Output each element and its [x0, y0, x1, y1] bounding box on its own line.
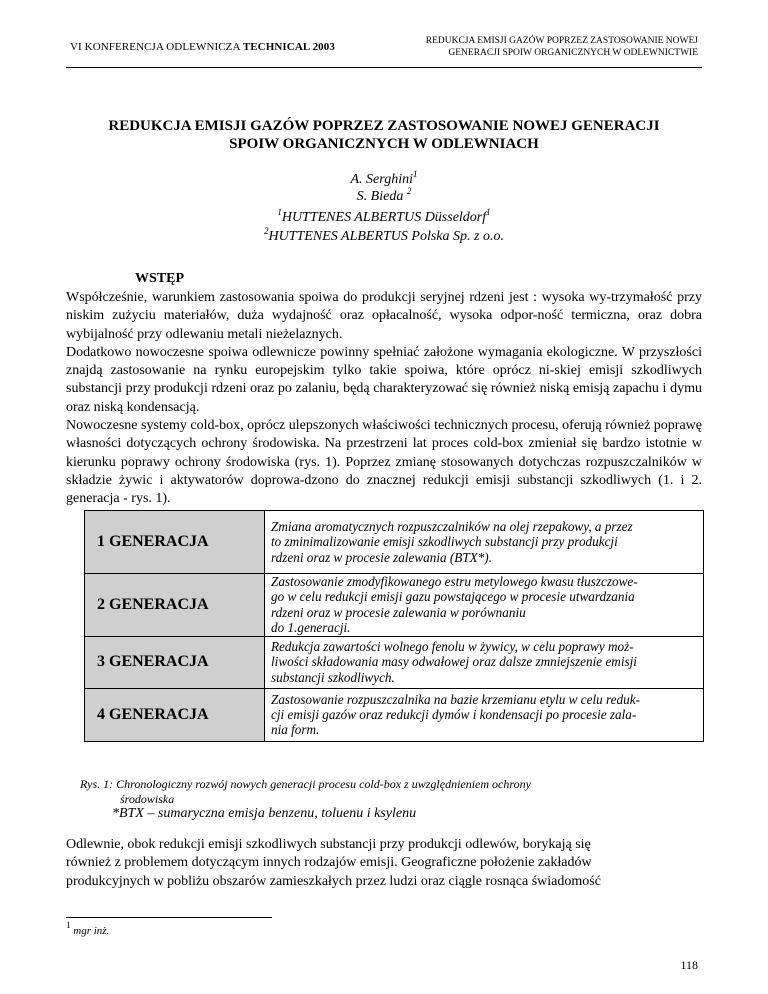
authors: [66, 171, 702, 205]
running-header-bold: TECHNICAL 2003: [242, 41, 335, 53]
intro-text: [66, 289, 702, 509]
generation-label: 1 GENERACJA: [85, 511, 265, 574]
running-header-right: [368, 35, 698, 59]
author-1: A. Serghini$^1$: [350, 169, 418, 187]
table-row: [85, 636, 704, 688]
paper-title: [66, 117, 702, 153]
page-number: 118: [680, 958, 698, 972]
running-header-right-line2: GENERACJI SPOIW ORGANICZNYCH W ODLEWNICTWIE: [448, 48, 698, 58]
affiliations: [66, 208, 702, 246]
intro-paragraph: Nowoczesne systemy cold-box, oprócz ulepszonych właściwości technicznych procesu, oferują również poprawę własności dotyczących ochrony środowiska. Na przestrzeni lat proces cold-box zmieniał się bardzo istotnie w kierunku poprawy ochrony środowiska (rys. 1). Poprzez zmianę stosowanych dotychczas rozpuszczalników w składzie żywic i aktywatorów doprowa-dzono do znacznej redukcji emisji substancji szkodliwych (1. i 2. generacja - rys. 1).: [66, 418, 702, 507]
figure-caption: Rys. 1: Chronologiczny rozwój nowych generacji procesu cold-box z uwzględnieniem ochrony środowiska: [80, 777, 531, 806]
table-row: [85, 574, 704, 637]
intro-paragraph: Współcześnie, warunkiem zastosowania spoiwa do produkcji seryjnej rdzeni jest : wysoka wy-trzymałość przy niskim zużyciu materiałów, duża wydajność oraz opłacalność, wysoka odpor-ność termiczna, oraz dobra wybijalność przy odlewaniu metali nieżelaznych.: [66, 290, 702, 342]
generation-description: Zastosowanie zmodyfikowanego estru metylowego kwasu tłuszczowe- go w celu redukcji emisji gazu powstającego w procesie utwardzania rdzeni oraz w procesie zalewania w porównaniu do 1.generacji.: [265, 574, 704, 637]
affiliation-1: $^1$HUTTENES ALBERTUS Düsseldorf$^1$: [277, 207, 491, 225]
generation-description: Zmiana aromatycznych rozpuszczalników na olej rzepakowy, a przez to zminimalizowanie emisji szkodliwych substancji przy produkcji rdzeni oraz w procesie zalewania (BTX*).: [265, 511, 704, 574]
btx-note: *BTX – sumaryczna emisja benzenu, toluenu i ksylenu: [112, 806, 417, 821]
intro-paragraph: Dodatkowo nowoczesne spoiwa odlewnicze powinny spełniać założone wymagania ekologiczne. W przyszłości znajdą zastosowanie na rynku europejskim tylko takie spoiwa, które oprócz ni-skiej emisji szkodliwych substancji przy produkcji rdzeni oraz po zalaniu, będą charakteryzować się również niską emisją zapachu i dymu oraz niską kondensacją.: [66, 344, 702, 415]
section-heading: WSTĘP: [135, 271, 185, 286]
table-row: [85, 688, 704, 741]
generations-table: [84, 510, 704, 742]
generation-description: Redukcja zawartości wolnego fenolu w żywicy, w celu poprawy moż- liwości składowania masy odwałowej oraz dalsze zmniejszenie emisji substancji szkodliwych.: [265, 636, 704, 688]
running-header-right-line1: REDUKCJA EMISJI GAZÓW POPRZEZ ZASTOSOWANIE NOWEJ: [425, 36, 698, 46]
paper-title-line1: REDUKCJA EMISJI GAZÓW POPRZEZ ZASTOSOWANIE NOWEJ GENERACJI: [108, 118, 660, 134]
header-rule: [66, 67, 702, 68]
affiliation-2: $^2$HUTTENES ALBERTUS Polska Sp. z o.o.: [264, 226, 504, 244]
paper-title-line2: SPOIW ORGANICZNYCH W ODLEWNIACH: [229, 136, 539, 152]
author-2: S. Bieda $^2$: [356, 186, 412, 204]
table-row: [85, 511, 704, 574]
footnote: $^1$ mgr inż.: [66, 920, 110, 937]
footnote-rule: [66, 917, 272, 918]
generation-description: Zastosowanie rozpuszczalnika na bazie krzemianu etylu w celu reduk- cji emisji gazów oraz redukcji dymów i kondensacji po procesie zala- nia form.: [265, 688, 704, 741]
body-text: Odlewnie, obok redukcji emisji szkodliwych substancji przy produkcji odlewów, borykają się również z problemem dotyczącym innych rodzajów emisji. Geograficzne położenie zakładów produkcyjnych w pobliżu obszarów zamieszkałych przez ludzi oraz ciągle rosnąca świadomość: [66, 837, 601, 889]
generation-label: 4 GENERACJA: [85, 688, 265, 741]
generation-label: 2 GENERACJA: [85, 574, 265, 637]
running-header-left: VI KONFERENCJA ODLEWNICZA TECHNICAL 2003: [70, 41, 335, 53]
generation-label: 3 GENERACJA: [85, 636, 265, 688]
